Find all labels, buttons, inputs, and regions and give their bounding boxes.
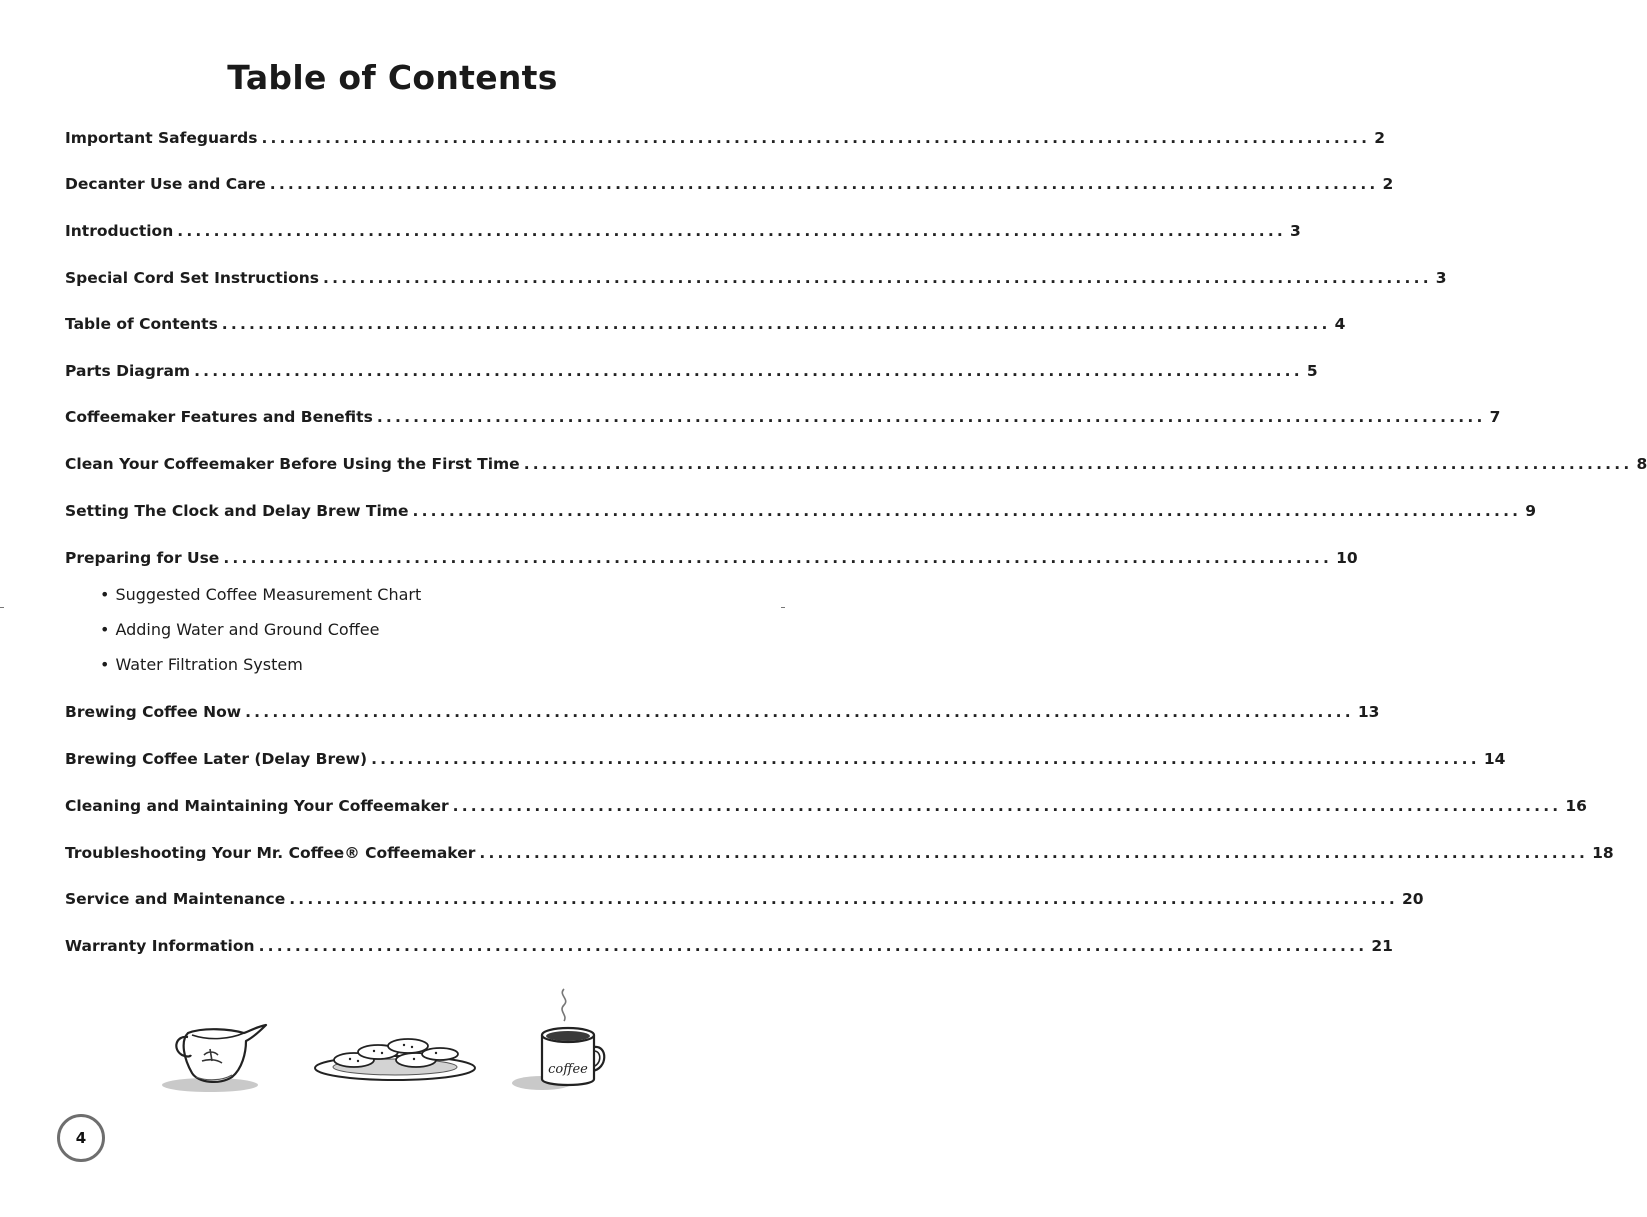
toc-leader-dots: ..........................................................................................................................: [223, 549, 1333, 567]
toc-entry-page: 3: [1290, 222, 1301, 240]
toc-leader-dots: ..........................................................................................................................: [269, 175, 1379, 193]
toc-entry-page: 2: [1382, 175, 1394, 193]
bullet-icon: •: [100, 655, 110, 674]
toc-subitem[interactable]: [100, 618, 379, 642]
toc-subitem[interactable]: [100, 653, 303, 677]
toc-leader-dots: ..........................................................................................................................: [376, 408, 1486, 426]
toc-entry-label: Warranty Information: [65, 937, 255, 955]
toc-entry-label: Introduction: [65, 222, 174, 240]
toc-entry-page: 7: [1489, 408, 1501, 426]
toc-entry[interactable]: [65, 266, 1447, 290]
toc-entry-page: 9: [1525, 502, 1537, 520]
creamer-pitcher-icon: [158, 1015, 270, 1095]
coffee-mug-icon: [508, 985, 613, 1095]
toc-leader-dots: ..........................................................................................................................: [323, 269, 1432, 287]
toc-entry-label: Brewing Coffee Later (Delay Brew): [65, 750, 368, 768]
toc-entry-label: Setting The Clock and Delay Brew Time: [65, 502, 409, 520]
toc-entry[interactable]: [65, 219, 1301, 243]
toc-entry[interactable]: [65, 359, 1318, 383]
toc-entry-page: 10: [1336, 549, 1358, 567]
mug-label: coffee: [548, 1062, 588, 1077]
crop-mark: [0, 607, 4, 608]
toc-entry-label: Cleaning and Maintaining Your Coffeemaker: [65, 797, 449, 815]
crop-mark: [781, 607, 785, 608]
toc-entry[interactable]: [65, 405, 1501, 429]
toc-leader-dots: ..........................................................................................................................: [452, 797, 1562, 815]
toc-leader-dots: ..........................................................................................................................: [479, 844, 1589, 862]
toc-entry[interactable]: [65, 499, 1537, 523]
toc-leader-dots: ..........................................................................................................................: [177, 222, 1286, 240]
toc-entry-label: Preparing for Use: [65, 549, 220, 567]
toc-entry-label: Service and Maintenance: [65, 890, 286, 908]
toc-entry[interactable]: [65, 700, 1380, 724]
toc-subitem[interactable]: [100, 583, 421, 607]
toc-entry-page: 8: [1636, 455, 1647, 473]
toc-entry-label: Decanter Use and Care: [65, 175, 266, 193]
toc-leader-dots: ..........................................................................................................................: [194, 362, 1303, 380]
toc-entry-page: 2: [1374, 129, 1386, 147]
toc-entry[interactable]: [65, 794, 1587, 818]
toc-entry[interactable]: [65, 312, 1346, 336]
page-title: Table of Contents: [227, 58, 558, 97]
toc-entry[interactable]: [65, 934, 1393, 958]
toc-leader-dots: ..........................................................................................................................: [245, 703, 1354, 721]
toc-subitem-label: Suggested Coffee Measurement Chart: [115, 585, 422, 604]
toc-leader-dots: ..........................................................................................................................: [289, 890, 1398, 908]
toc-leader-dots: ..........................................................................................................................: [523, 455, 1633, 473]
toc-entry-page: 16: [1565, 797, 1587, 815]
page-number-badge: 4: [57, 1114, 105, 1162]
toc-entry-label: Special Cord Set Instructions: [65, 269, 320, 287]
toc-entry-label: Clean Your Coffeemaker Before Using the First Time: [65, 455, 520, 473]
toc-entry-page: 5: [1306, 362, 1318, 380]
toc-leader-dots: ..........................................................................................................................: [261, 129, 1371, 147]
toc-entry-label: Parts Diagram: [65, 362, 191, 380]
toc-entry-page: 13: [1357, 703, 1380, 721]
bullet-icon: •: [100, 585, 110, 604]
toc-entry[interactable]: [65, 452, 1647, 476]
toc-entry[interactable]: [65, 126, 1386, 150]
toc-leader-dots: ..........................................................................................................................: [221, 315, 1331, 333]
toc-entry[interactable]: [65, 546, 1358, 570]
toc-entry[interactable]: [65, 747, 1506, 771]
toc-entry-label: Important Safeguards: [65, 129, 258, 147]
toc-entry[interactable]: [65, 172, 1394, 196]
toc-leader-dots: ..........................................................................................................................: [258, 937, 1368, 955]
toc-subitem-label: Adding Water and Ground Coffee: [115, 620, 380, 639]
toc-entry-page: 21: [1371, 937, 1393, 955]
toc-entry-page: 3: [1435, 269, 1447, 287]
toc-entry-page: 20: [1401, 890, 1424, 908]
cookie-plate-icon: [312, 1034, 478, 1084]
toc-subitem-label: Water Filtration System: [115, 655, 303, 674]
toc-entry-label: Brewing Coffee Now: [65, 703, 242, 721]
toc-entry-page: 4: [1334, 315, 1346, 333]
bullet-icon: •: [100, 620, 110, 639]
toc-leader-dots: ..........................................................................................................................: [371, 750, 1480, 768]
toc-leader-dots: ..........................................................................................................................: [412, 502, 1522, 520]
toc-entry[interactable]: [65, 887, 1424, 911]
toc-entry-page: 14: [1483, 750, 1506, 768]
toc-entry-label: Table of Contents: [65, 315, 218, 333]
toc-entry-page: 18: [1592, 844, 1614, 862]
toc-entry-label: Coffeemaker Features and Benefits: [65, 408, 373, 426]
toc-entry-label: Troubleshooting Your Mr. Coffee® Coffeemaker: [65, 844, 476, 862]
toc-entry[interactable]: [65, 841, 1614, 865]
